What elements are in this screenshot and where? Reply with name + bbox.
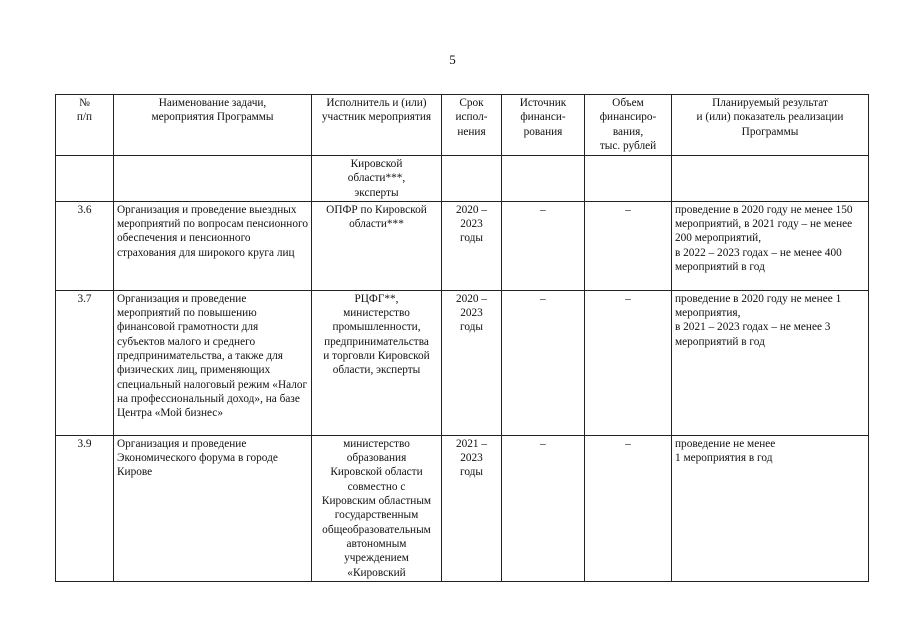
cell-number: 3.7: [56, 290, 114, 435]
cell-number: [56, 156, 114, 202]
header-term: Срок испол- нения: [442, 95, 502, 156]
cell-term: [442, 156, 502, 202]
cell-term: 2020 – 2023 годы: [442, 201, 502, 290]
cell-task: [114, 156, 312, 202]
cell-term: 2021 – 2023 годы: [442, 435, 502, 581]
header-result: Планируемый результат и (или) показатель реализации Программы: [672, 95, 869, 156]
cell-task: Организация и проведение Экономического форума в городе Кирове: [114, 435, 312, 581]
cell-executor: министерство образования Кировской области совместно с Кировским областным государственным общеобразовательным автономным учреждением «Кировский: [312, 435, 442, 581]
cell-result: [672, 156, 869, 202]
table-row: [56, 201, 869, 290]
cell-executor: Кировской области***, эксперты: [312, 156, 442, 202]
cell-number: 3.9: [56, 435, 114, 581]
program-table: [55, 94, 869, 582]
cell-volume: –: [585, 290, 672, 435]
cell-source: [502, 156, 585, 202]
cell-source: –: [502, 201, 585, 290]
cell-result: проведение в 2020 году не менее 150 мероприятий, в 2021 году – не менее 200 мероприятий, в 2022 – 2023 годах – не менее 400 мероприятий в год: [672, 201, 869, 290]
cell-source: –: [502, 290, 585, 435]
header-executor: Исполнитель и (или) участник мероприятия: [312, 95, 442, 156]
cell-executor: ОПФР по Кировской области***: [312, 201, 442, 290]
cell-result: проведение не менее 1 мероприятия в год: [672, 435, 869, 581]
header-source: Источник финанси- рования: [502, 95, 585, 156]
cell-result: проведение в 2020 году не менее 1 мероприятия, в 2021 – 2023 годах – не менее 3 мероприятий в год: [672, 290, 869, 435]
cell-term: 2020 – 2023 годы: [442, 290, 502, 435]
header-number: № п/п: [56, 95, 114, 156]
cell-volume: –: [585, 435, 672, 581]
cell-volume: –: [585, 201, 672, 290]
header-volume: Объем финансиро- вания, тыс. рублей: [585, 95, 672, 156]
table-header-row: [56, 95, 869, 156]
cell-executor: РЦФГ**, министерство промышленности, предпринимательства и торговли Кировской области, эксперты: [312, 290, 442, 435]
cell-volume: [585, 156, 672, 202]
header-task: Наименование задачи, мероприятия Программы: [114, 95, 312, 156]
cell-task: Организация и проведение мероприятий по повышению финансовой грамотности для субъектов малого и среднего предпринимательства, а также для физических лиц, применяющих специальный налоговый режим «Налог на профессиональный доход», на базе Центра «Мой бизнес»: [114, 290, 312, 435]
cell-source: –: [502, 435, 585, 581]
table-row: [56, 156, 869, 202]
page-number: 5: [449, 52, 456, 67]
table-row: [56, 290, 869, 435]
cell-task: Организация и проведение выездных мероприятий по вопросам пенсионного обеспечения и пенсионного страхования для широкого круга лиц: [114, 201, 312, 290]
table-row: [56, 435, 869, 581]
cell-number: 3.6: [56, 201, 114, 290]
